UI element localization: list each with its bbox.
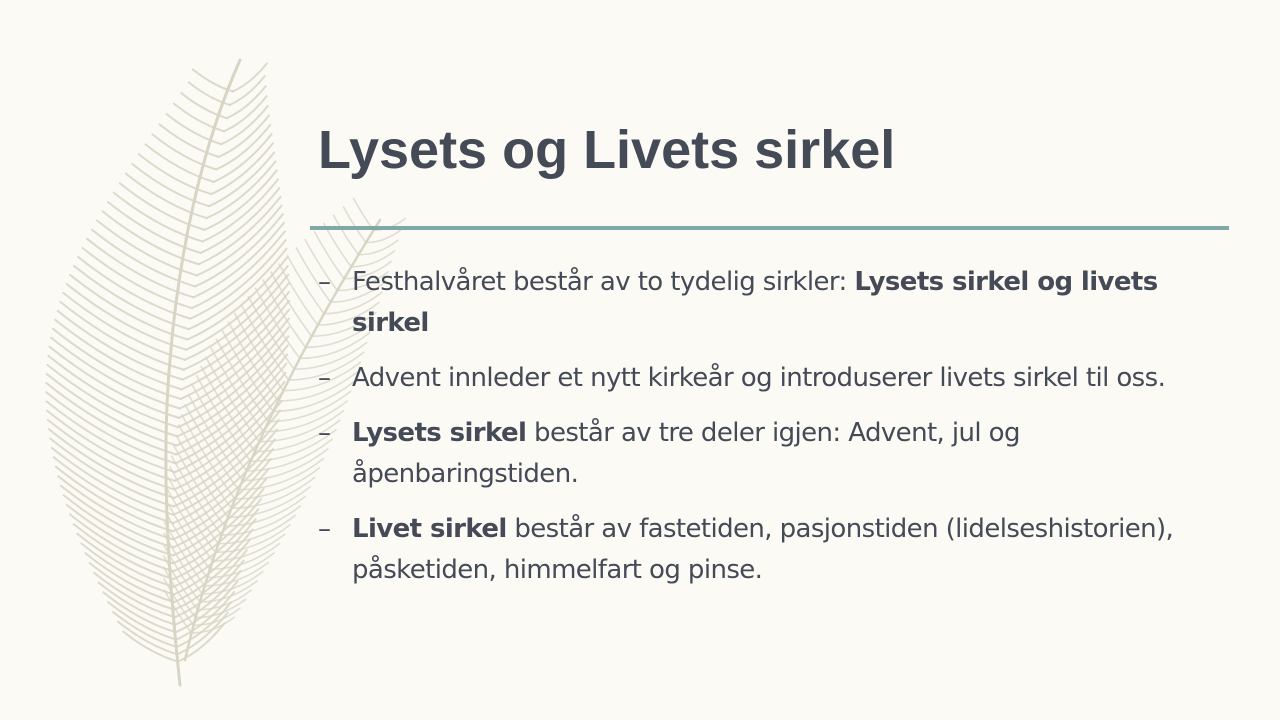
bullet-text: Festhalvåret består av to tydelig sirkler:: [352, 267, 855, 297]
dash-marker: –: [318, 418, 331, 448]
bullet-list: [318, 262, 1223, 605]
bullet-item: [318, 509, 1223, 591]
dash-marker: –: [318, 267, 331, 297]
bullet-text: Advent innleder et nytt kirkeår og introduserer livets sirkel til oss.: [352, 363, 1166, 393]
bullet-bold-text: Lysets sirkel: [352, 418, 527, 448]
bullet-text-after: består av fastetiden, pasjonstiden (lidelseshistorien), påsketiden, himmelfart og pinse.: [352, 514, 1174, 585]
slide-title: Lysets og Livets sirkel: [318, 120, 896, 180]
bullet-item: [318, 358, 1223, 399]
bullet-item: [318, 262, 1223, 344]
dash-marker: –: [318, 363, 331, 393]
dash-marker: –: [318, 514, 331, 544]
bullet-bold-text: Livet sirkel: [352, 514, 507, 544]
bullet-item: [318, 413, 1223, 495]
bullet-text-after: består av tre deler igjen: Advent, jul og åpenbaringstiden.: [352, 418, 1020, 489]
title-divider: [310, 226, 1229, 230]
bullet-bold-text: Lysets sirkel og livets sirkel: [352, 267, 1158, 338]
